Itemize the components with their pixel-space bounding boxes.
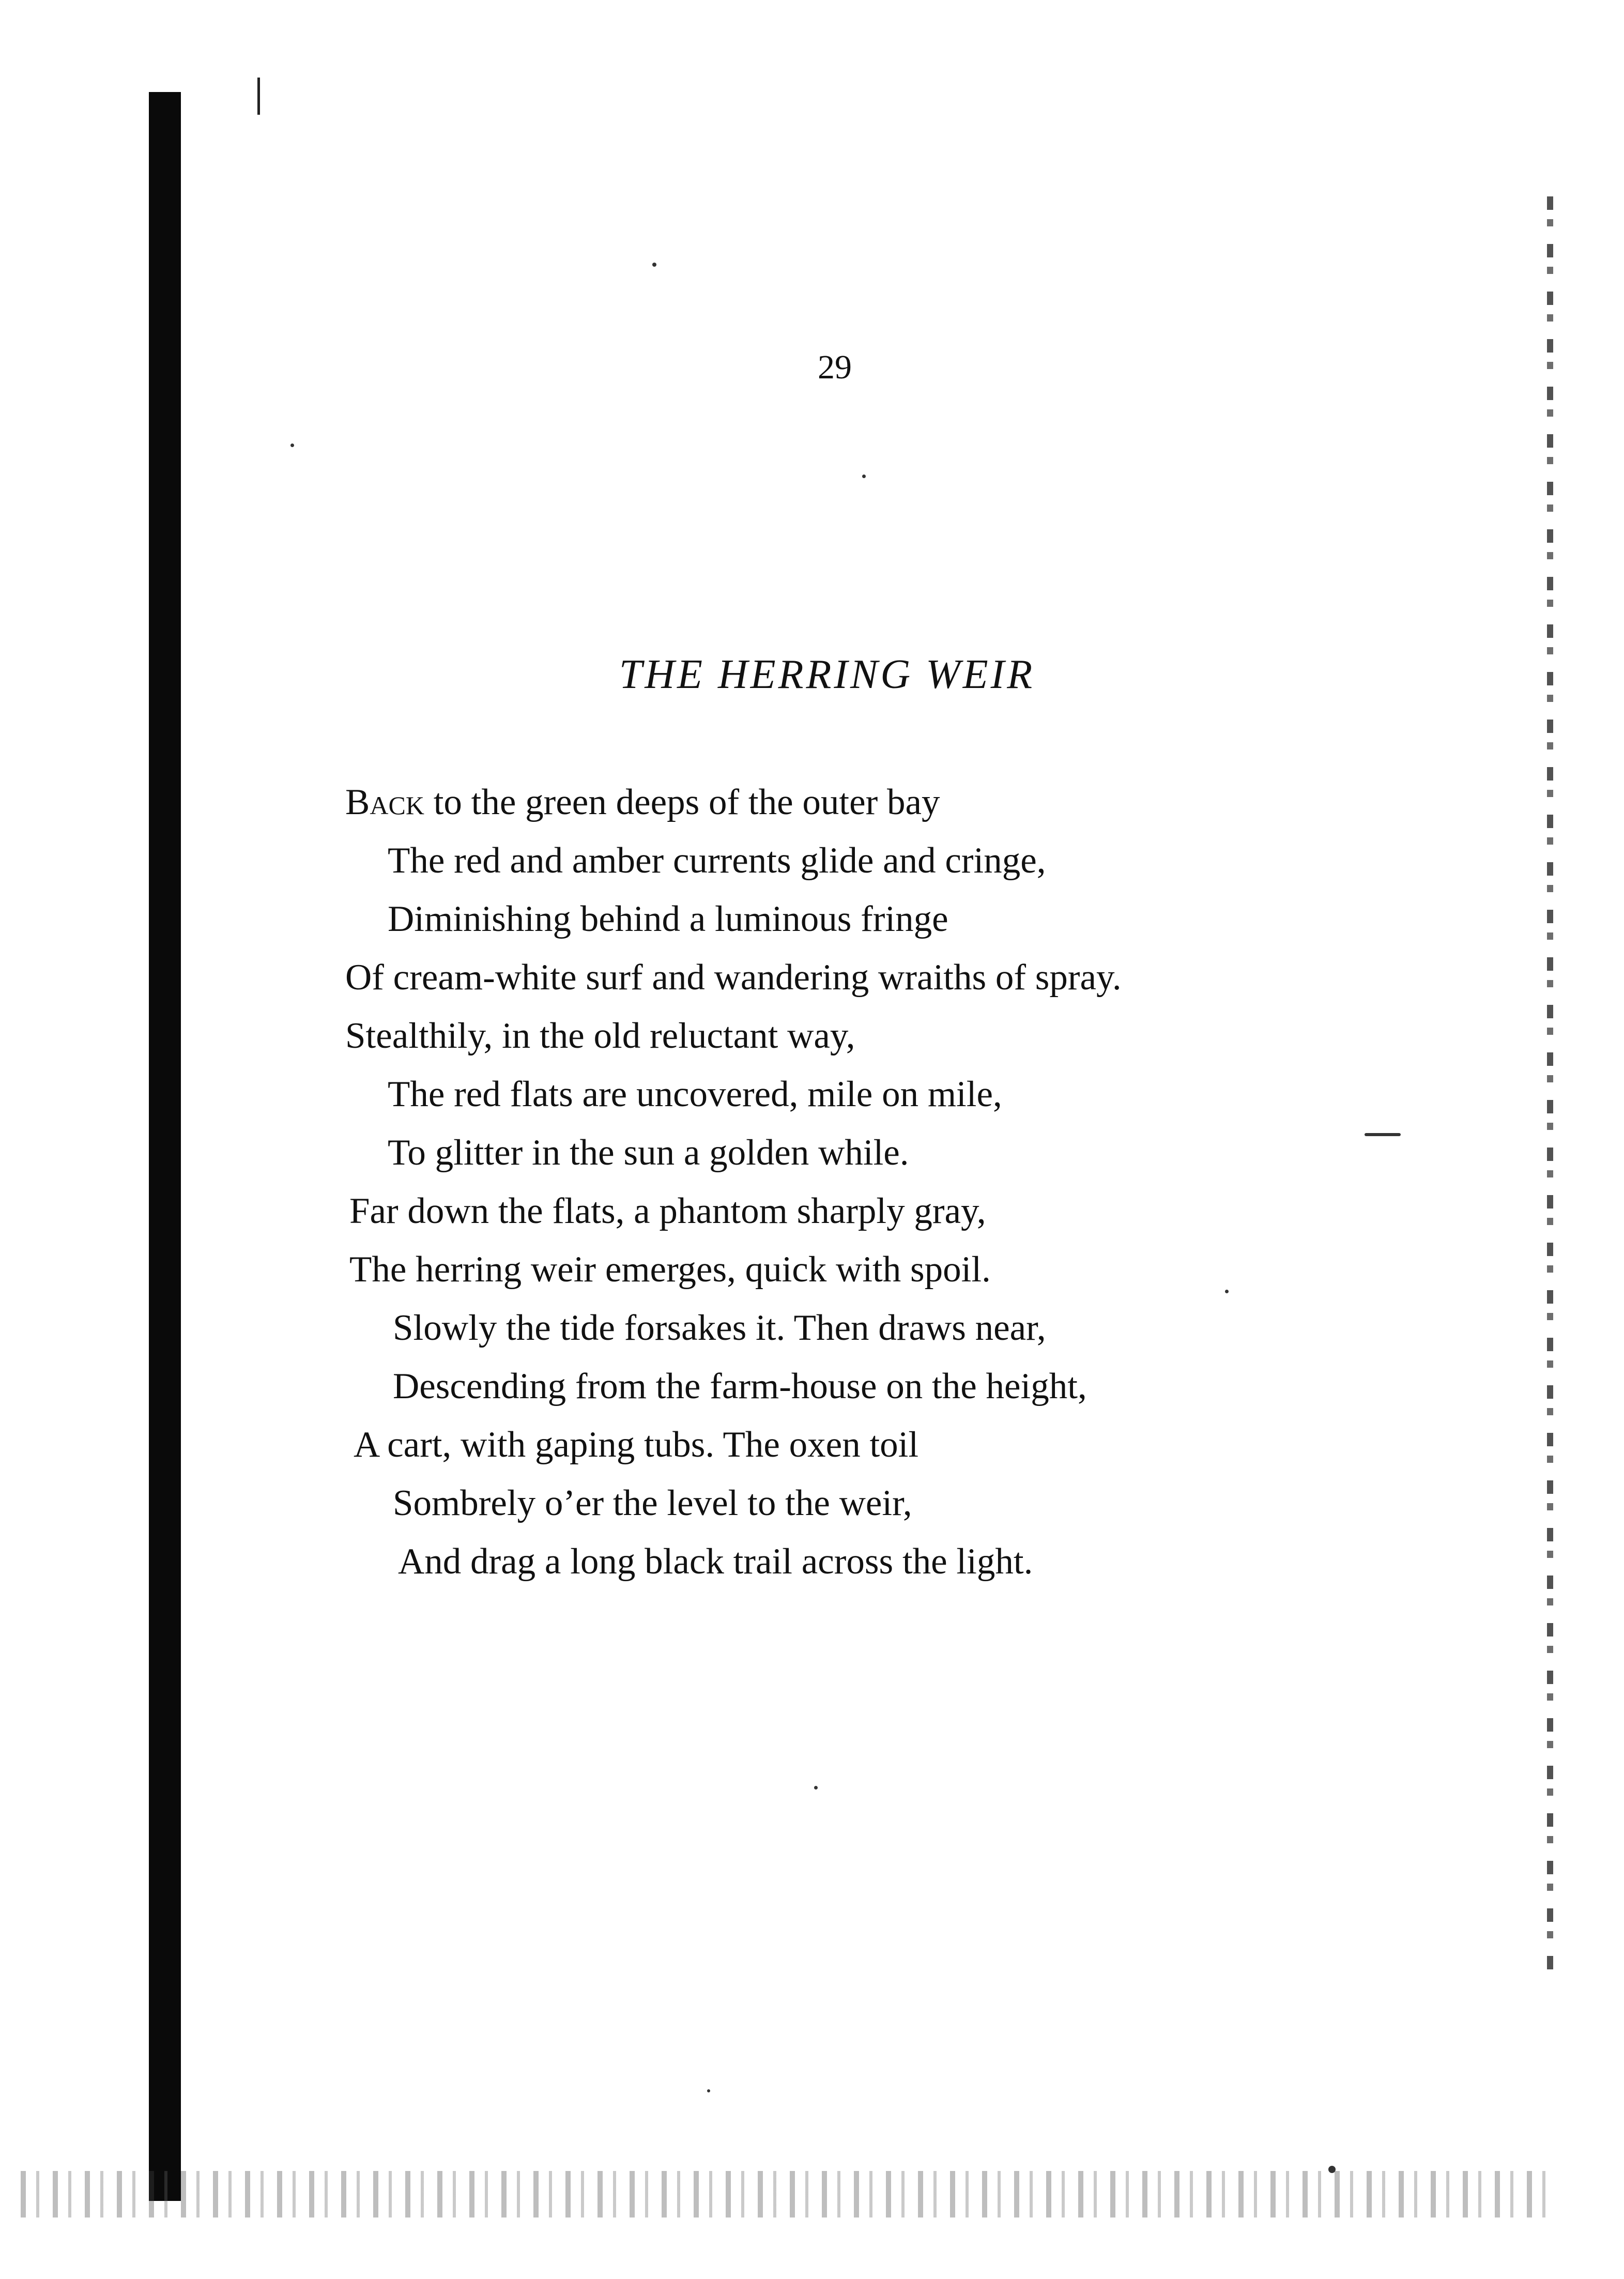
scan-speck xyxy=(652,263,656,267)
scan-edge-bottom xyxy=(21,2171,1551,2217)
poem-line: And drag a long black trail across the light. xyxy=(398,1541,1033,1582)
scan-speck xyxy=(814,1786,818,1789)
scan-speck xyxy=(1328,2166,1336,2173)
poem-line: A cart, with gaping tubs. The oxen toil xyxy=(354,1425,919,1465)
scan-speck xyxy=(862,475,866,478)
scan-speck xyxy=(290,443,294,447)
poem-line: Stealthily, in the old reluctant way, xyxy=(345,1016,855,1056)
poem-line: Slowly the tide forsakes it. Then draws near, xyxy=(393,1308,1046,1348)
poem-line: Descending from the farm-house on the height, xyxy=(393,1366,1087,1406)
scan-speck xyxy=(1365,1133,1401,1136)
poem-line xyxy=(345,781,940,824)
scan-speck xyxy=(707,2089,710,2092)
poem-line: Sombrely o’er the level to the weir, xyxy=(393,1483,912,1523)
poem-line: The red flats are uncovered, mile on mile, xyxy=(388,1074,1002,1114)
poem-line: To glitter in the sun a golden while. xyxy=(388,1133,909,1173)
poem-line: Far down the flats, a phantom sharply gray, xyxy=(349,1191,986,1231)
scan-speck xyxy=(1225,1290,1229,1293)
page-number: 29 xyxy=(818,348,852,386)
binding-mark xyxy=(257,78,260,115)
scan-edge-right xyxy=(1547,196,1553,1975)
book-binding-shadow xyxy=(149,92,181,2201)
poem-line: The herring weir emerges, quick with spoil. xyxy=(349,1249,991,1290)
poem-title: THE HERRING WEIR xyxy=(619,652,1035,697)
poem-line-text: to the green deeps of the outer bay xyxy=(424,782,940,822)
poem-line: Of cream-white surf and wandering wraiths of spray. xyxy=(345,957,1122,998)
poem-opening-word: Back xyxy=(345,782,424,822)
poem-line: The red and amber currents glide and cringe, xyxy=(388,840,1046,881)
poem-line: Diminishing behind a luminous fringe xyxy=(388,899,948,939)
